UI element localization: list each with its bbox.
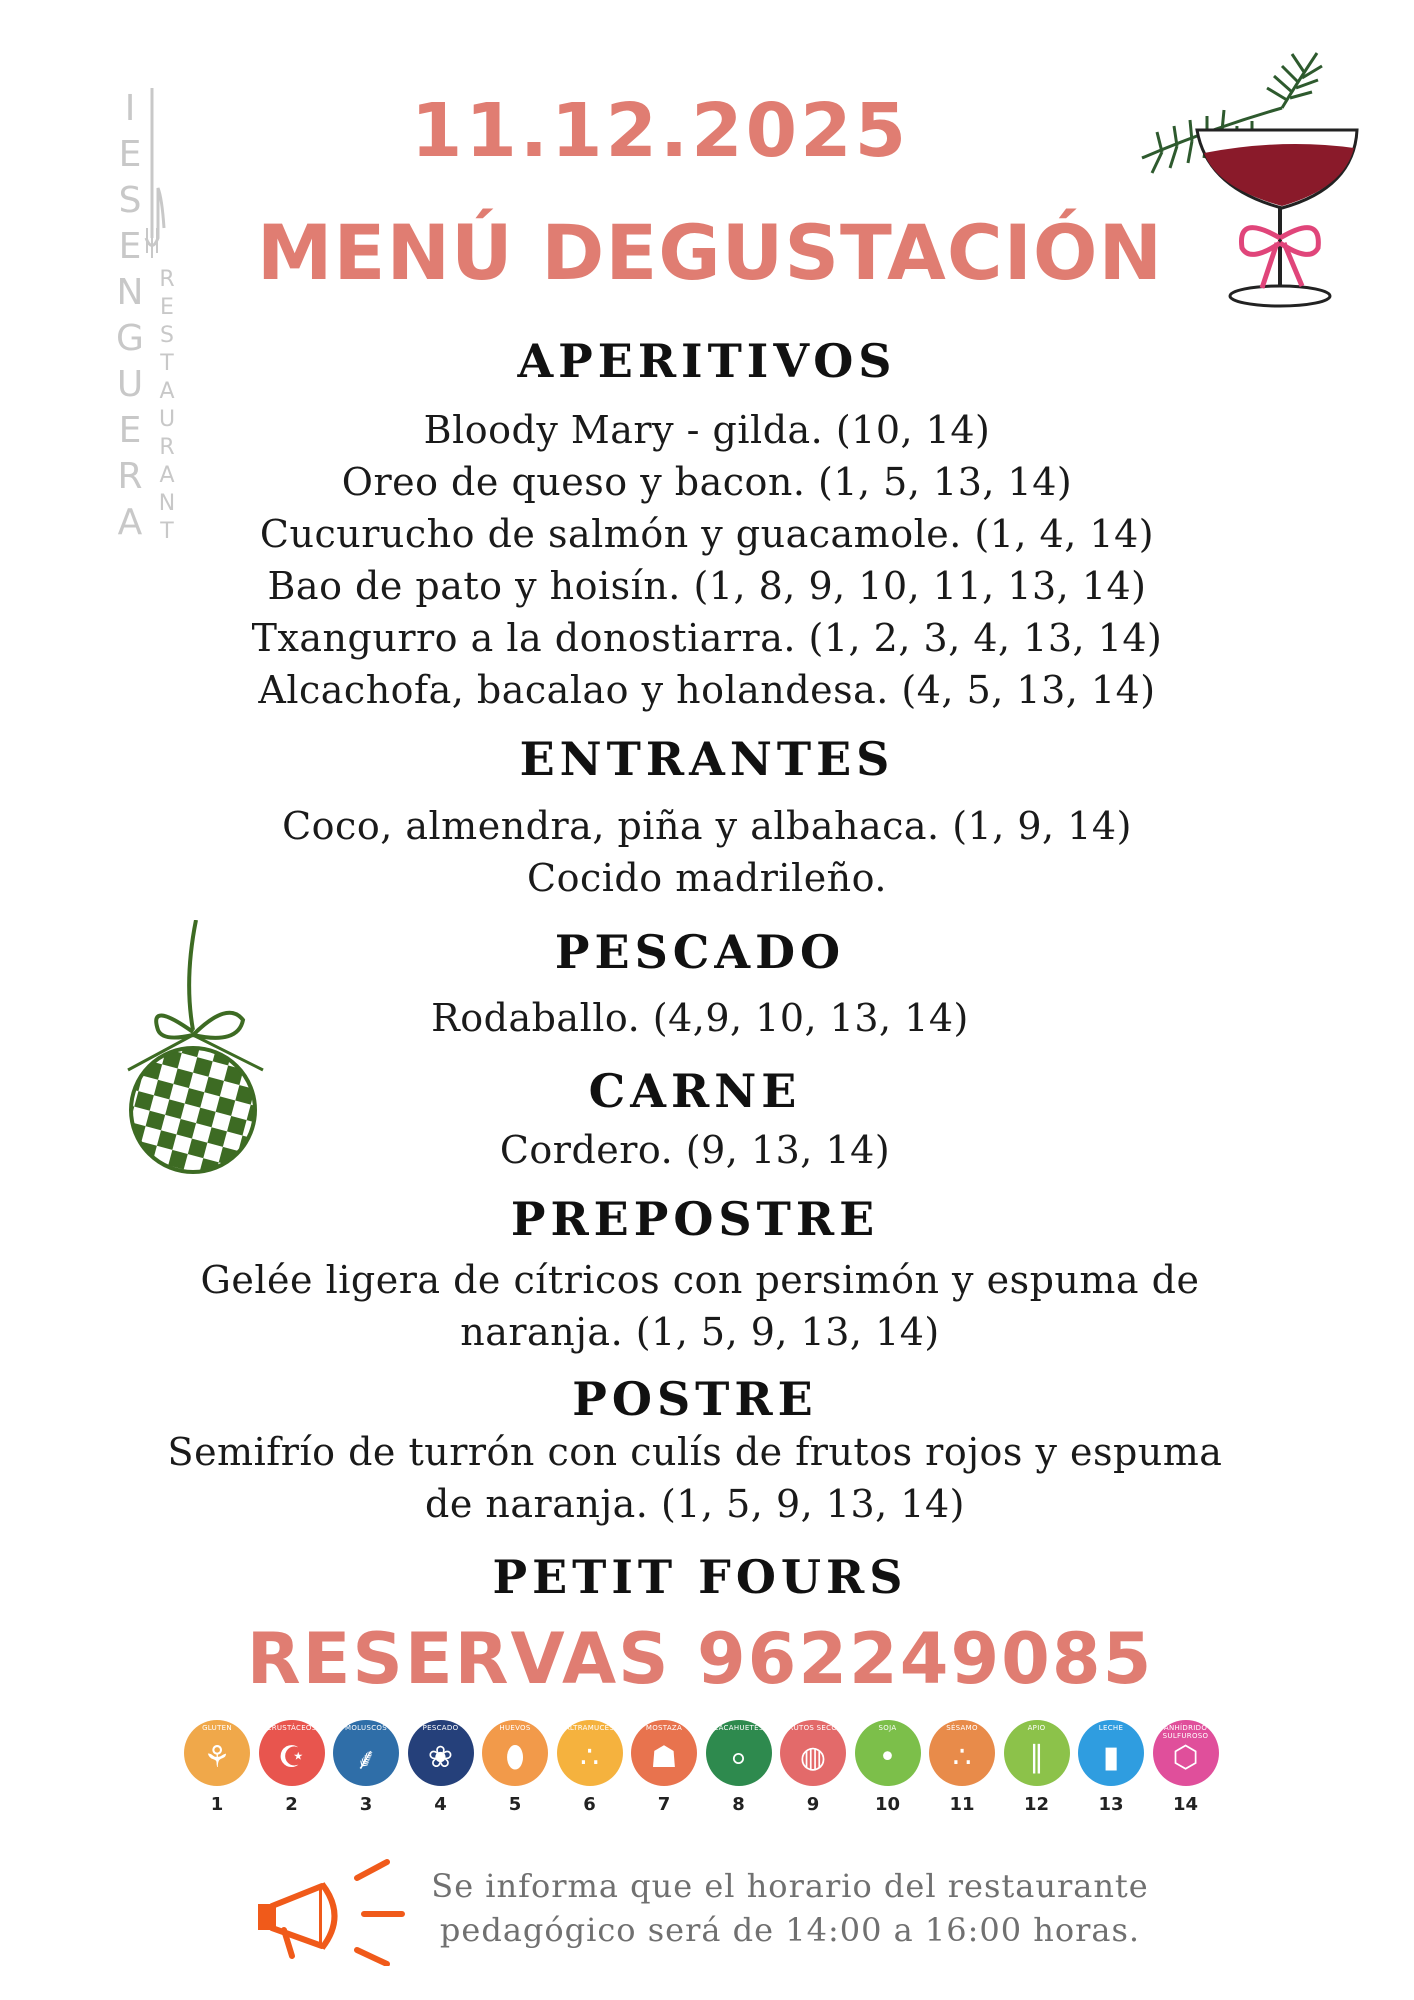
- schedule-notice: [420, 1864, 1160, 1952]
- list-item: Cordero. (9, 13, 14): [499, 1128, 891, 1172]
- allergen-number: 4: [434, 1794, 447, 1815]
- allergen-number: 5: [508, 1794, 522, 1815]
- list-item: Txangurro a la donostiarra. (1, 2, 3, 4, 13, 14): [251, 616, 1163, 660]
- wheat-icon: GLUTEN ⚘: [184, 1720, 250, 1786]
- list-item: Gelée ligera de cítricos con persimón y espuma de: [200, 1258, 1200, 1302]
- logo-subtitle-letter: R: [159, 435, 175, 460]
- allergen-item: [1151, 1720, 1221, 1815]
- list-item: Bao de pato y hoisín. (1, 8, 9, 10, 11, 13, 14): [267, 564, 1147, 608]
- fork-icon: [138, 88, 172, 272]
- section-title-carne: CARNE: [588, 1064, 802, 1118]
- entrantes-list: [0, 800, 1414, 904]
- notice-line: Se informa que el horario del restaurante: [431, 1867, 1149, 1905]
- allergen-label: SÉSAMO: [946, 1724, 978, 1732]
- section-title-entrantes: ENTRANTES: [519, 732, 895, 786]
- logo-subtitle-letter: S: [160, 323, 174, 348]
- allergen-number: 8: [732, 1794, 745, 1815]
- list-item: Bloody Mary - gilda. (10, 14): [423, 408, 991, 452]
- allergen-number: 14: [1172, 1794, 1199, 1815]
- allergen-item: [629, 1720, 699, 1815]
- aperitivos-list: [0, 404, 1414, 716]
- celery-icon: APIO ∥: [1004, 1720, 1070, 1786]
- milk-icon: LECHE ▮: [1078, 1720, 1144, 1786]
- section-title-postre: POSTRE: [572, 1372, 818, 1426]
- reservations-phone: RESERVAS 962249085: [246, 1618, 1154, 1700]
- sesame-icon: SÉSAMO ∴: [929, 1720, 995, 1786]
- nut-icon: FRUTOS SECOS ◍: [780, 1720, 846, 1786]
- sulphite-icon: ANHÍDRIDO SULFUROSO ⬡: [1153, 1720, 1219, 1786]
- section-title-prepostre: PREPOSTRE: [510, 1192, 880, 1246]
- logo-letter: E: [118, 134, 142, 175]
- menu-title: MENÚ DEGUSTACIÓN: [256, 208, 1164, 297]
- section-title-aperitivos: APERITIVOS: [517, 334, 897, 388]
- megaphone-icon: [252, 1856, 412, 1970]
- allergen-number: 13: [1098, 1794, 1124, 1815]
- allergen-label: HUEVOS: [499, 1724, 531, 1732]
- allergen-number: 10: [874, 1794, 901, 1815]
- menu-date: 11.12.2025: [410, 88, 910, 174]
- allergen-item: [1002, 1720, 1072, 1815]
- allergen-label: MOLUSCOS: [345, 1724, 387, 1732]
- logo-subtitle-letter: A: [159, 463, 175, 488]
- allergen-item: [1076, 1720, 1146, 1815]
- logo-letter: U: [116, 364, 144, 405]
- allergen-number: 11: [949, 1794, 975, 1815]
- allergen-label: SOJA: [878, 1724, 897, 1732]
- logo-subtitle-letter: U: [158, 407, 176, 432]
- allergen-number: 12: [1023, 1794, 1050, 1815]
- list-item: de naranja. (1, 5, 9, 13, 14): [425, 1482, 965, 1526]
- logo-subtitle-letter: R: [159, 267, 175, 292]
- section-title-pescado: PESCADO: [554, 925, 846, 979]
- allergen-label: PESCADO: [422, 1724, 459, 1732]
- allergen-label: GLUTEN: [202, 1724, 232, 1732]
- fish-icon: PESCADO ❀: [408, 1720, 474, 1786]
- logo-letter: A: [117, 502, 143, 543]
- allergen-label: FRUTOS SECOS: [784, 1724, 842, 1732]
- pescado-list: [0, 992, 1400, 1044]
- allergen-item: [927, 1720, 997, 1815]
- section-title-petit-fours: PETIT FOURS: [492, 1550, 908, 1604]
- list-item: Rodaballo. (4,9, 10, 13, 14): [431, 996, 969, 1040]
- allergen-item: [182, 1720, 252, 1815]
- mustard-icon: MOSTAZA ☗: [631, 1720, 697, 1786]
- carne-list: [0, 1124, 1390, 1176]
- logo-letter: R: [117, 456, 143, 497]
- allergen-item: [704, 1720, 774, 1815]
- allergen-item: [406, 1720, 476, 1815]
- list-item: Cocido madrileño.: [527, 856, 887, 900]
- logo-letter: G: [116, 318, 144, 359]
- allergen-item: [480, 1720, 550, 1815]
- allergen-label: ALTRAMUCES: [564, 1724, 615, 1732]
- list-item: Cucurucho de salmón y guacamole. (1, 4, 14): [259, 512, 1155, 556]
- notice-line: pedagógico será de 14:00 a 16:00 horas.: [439, 1911, 1141, 1949]
- allergen-label: ANHÍDRIDO SULFUROSO: [1162, 1724, 1209, 1740]
- egg-icon: HUEVOS ⬮: [482, 1720, 548, 1786]
- logo-subtitle-letter: N: [158, 491, 176, 516]
- list-item: Coco, almendra, piña y albahaca. (1, 9, 14): [282, 804, 1132, 848]
- logo-letter: S: [118, 180, 142, 221]
- cocktail-glass-icon: [1122, 48, 1372, 352]
- allergen-item: [778, 1720, 848, 1815]
- lupin-icon: ALTRAMUCES ∴: [557, 1720, 623, 1786]
- allergen-label: APIO: [1027, 1724, 1046, 1732]
- shell-icon: MOLUSCOS ⸙: [333, 1720, 399, 1786]
- logo-letter: I: [124, 88, 136, 129]
- allergen-item: [331, 1720, 401, 1815]
- allergen-number: 2: [285, 1794, 298, 1815]
- list-item: naranja. (1, 5, 9, 13, 14): [460, 1310, 940, 1354]
- logo-letter: E: [118, 226, 142, 267]
- allergen-label: LECHE: [1098, 1724, 1124, 1732]
- logo-subtitle-letter: E: [160, 295, 174, 320]
- logo-letter: N: [116, 272, 144, 313]
- peanut-icon: CACAHUETES ⸰: [706, 1720, 772, 1786]
- shrimp-icon: CRUSTÁCEOS ☪: [259, 1720, 325, 1786]
- list-item: Oreo de queso y bacon. (1, 5, 13, 14): [341, 460, 1073, 504]
- allergen-number: 7: [657, 1794, 671, 1815]
- allergen-number: 6: [583, 1794, 596, 1815]
- list-item: Alcachofa, bacalao y holandesa. (4, 5, 13, 14): [258, 668, 1156, 712]
- logo-subtitle-letter: T: [160, 519, 174, 544]
- prepostre-list: [0, 1254, 1400, 1358]
- allergen-number: 3: [359, 1794, 373, 1815]
- allergen-item: [257, 1720, 327, 1815]
- allergen-number: 9: [806, 1794, 820, 1815]
- soy-icon: SOJA •: [855, 1720, 921, 1786]
- logo-subtitle-letter: T: [160, 351, 174, 376]
- allergen-label: MOSTAZA: [645, 1724, 683, 1732]
- allergen-number: 1: [210, 1794, 224, 1815]
- logo-subtitle-letter: A: [159, 379, 175, 404]
- logo-letter: E: [118, 410, 142, 451]
- allergen-item: [555, 1720, 625, 1815]
- list-item: Semifrío de turrón con culís de frutos rojos y espuma: [167, 1430, 1223, 1474]
- allergen-label: CACAHUETES: [713, 1724, 764, 1732]
- allergen-label: CRUSTÁCEOS: [266, 1724, 317, 1732]
- postre-list: [0, 1426, 1390, 1530]
- allergen-item: [853, 1720, 923, 1815]
- allergen-legend: [182, 1720, 1232, 1820]
